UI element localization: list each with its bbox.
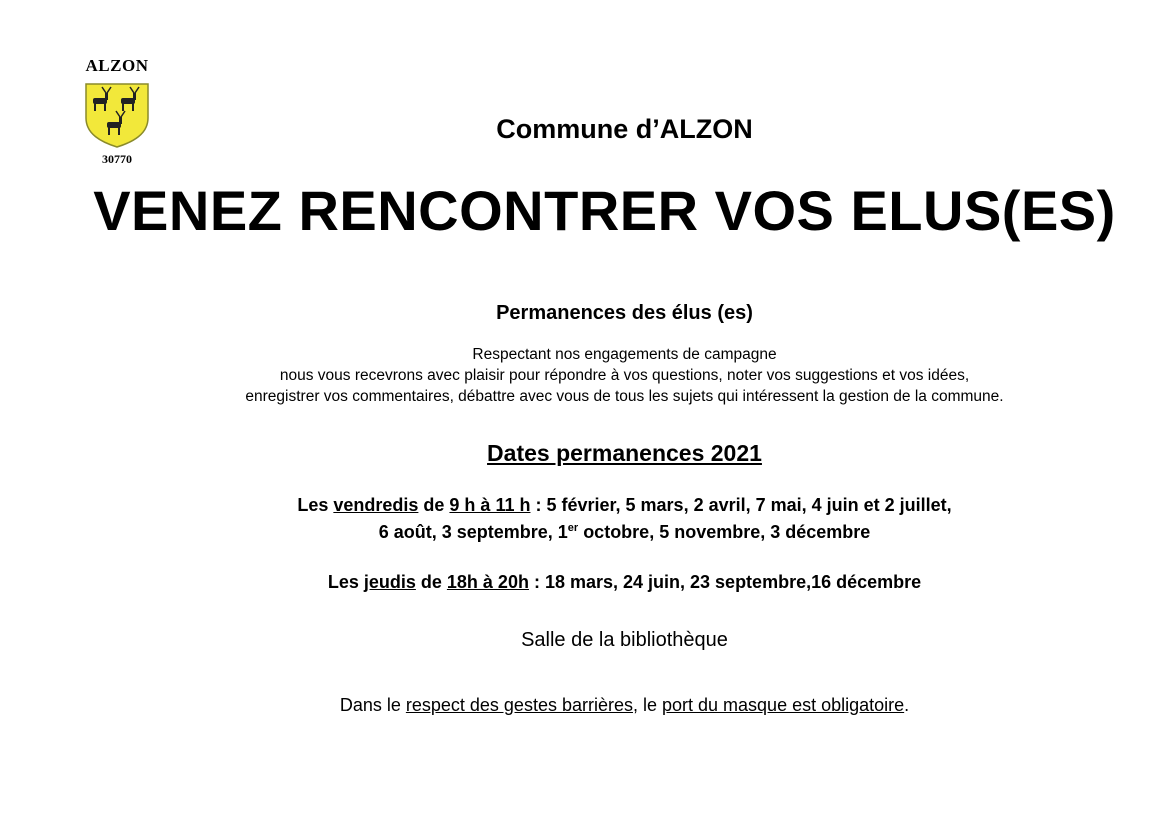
thursday-day: jeudis [363,572,416,592]
friday-line-2 [40,519,1169,546]
friday-prefix: Les [297,495,334,515]
commune-title: Commune d’ALZON [496,114,753,144]
logo-name: ALZON [85,56,149,75]
friday-de: de [418,495,450,515]
friday-hours: 9 h à 11 h [449,495,531,515]
thursday-hours: 18h à 20h [446,572,529,592]
dates-title: Dates permanences 2021 [487,440,762,466]
friday-dates-2b: octobre, 5 novembre, 3 décembre [578,522,871,542]
health-notice [40,695,1169,716]
location-text: Salle de la bibliothèque [521,629,728,651]
notice-part-1: Dans le [339,695,406,715]
notice-part-2: , le [632,695,662,715]
thursday-prefix: Les [327,572,364,592]
page-headline: VENEZ RENCONTRER VOS ELUS(ES) [93,179,1116,242]
thursday-dates: : 18 mars, 24 juin, 23 septembre,16 décembre [528,572,922,592]
friday-schedule [40,492,1169,546]
intro-line: Respectant nos engagements de campagne [472,346,777,363]
thursday-de: de [415,572,447,592]
intro-paragraph [40,344,1169,407]
notice-barrier-gestures: respect des gestes barrières [405,695,633,715]
friday-dates-1: : 5 février, 5 mars, 2 avril, 7 mai, 4 juin et 2 juillet, [530,495,952,515]
notice-mask-mandatory: port du masque est obligatoire [662,695,905,715]
intro-line: enregistrer vos commentaires, débattre avec vous de tous les sujets qui intéressent la gestion de la commune. [245,388,1004,405]
friday-dates-sup: er [567,522,579,534]
notice-part-3: . [904,695,910,715]
intro-line: nous vous recevrons avec plaisir pour répondre à vos questions, noter vos suggestions et vos idées, [279,367,970,384]
friday-line-1 [40,492,1169,519]
friday-dates-2a: 6 août, 3 septembre, 1 [378,522,568,542]
friday-day: vendredis [333,495,419,515]
thursday-schedule [40,572,1169,593]
permanences-title: Permanences des élus (es) [496,302,753,324]
logo-postal-code: 30770 [102,152,132,166]
